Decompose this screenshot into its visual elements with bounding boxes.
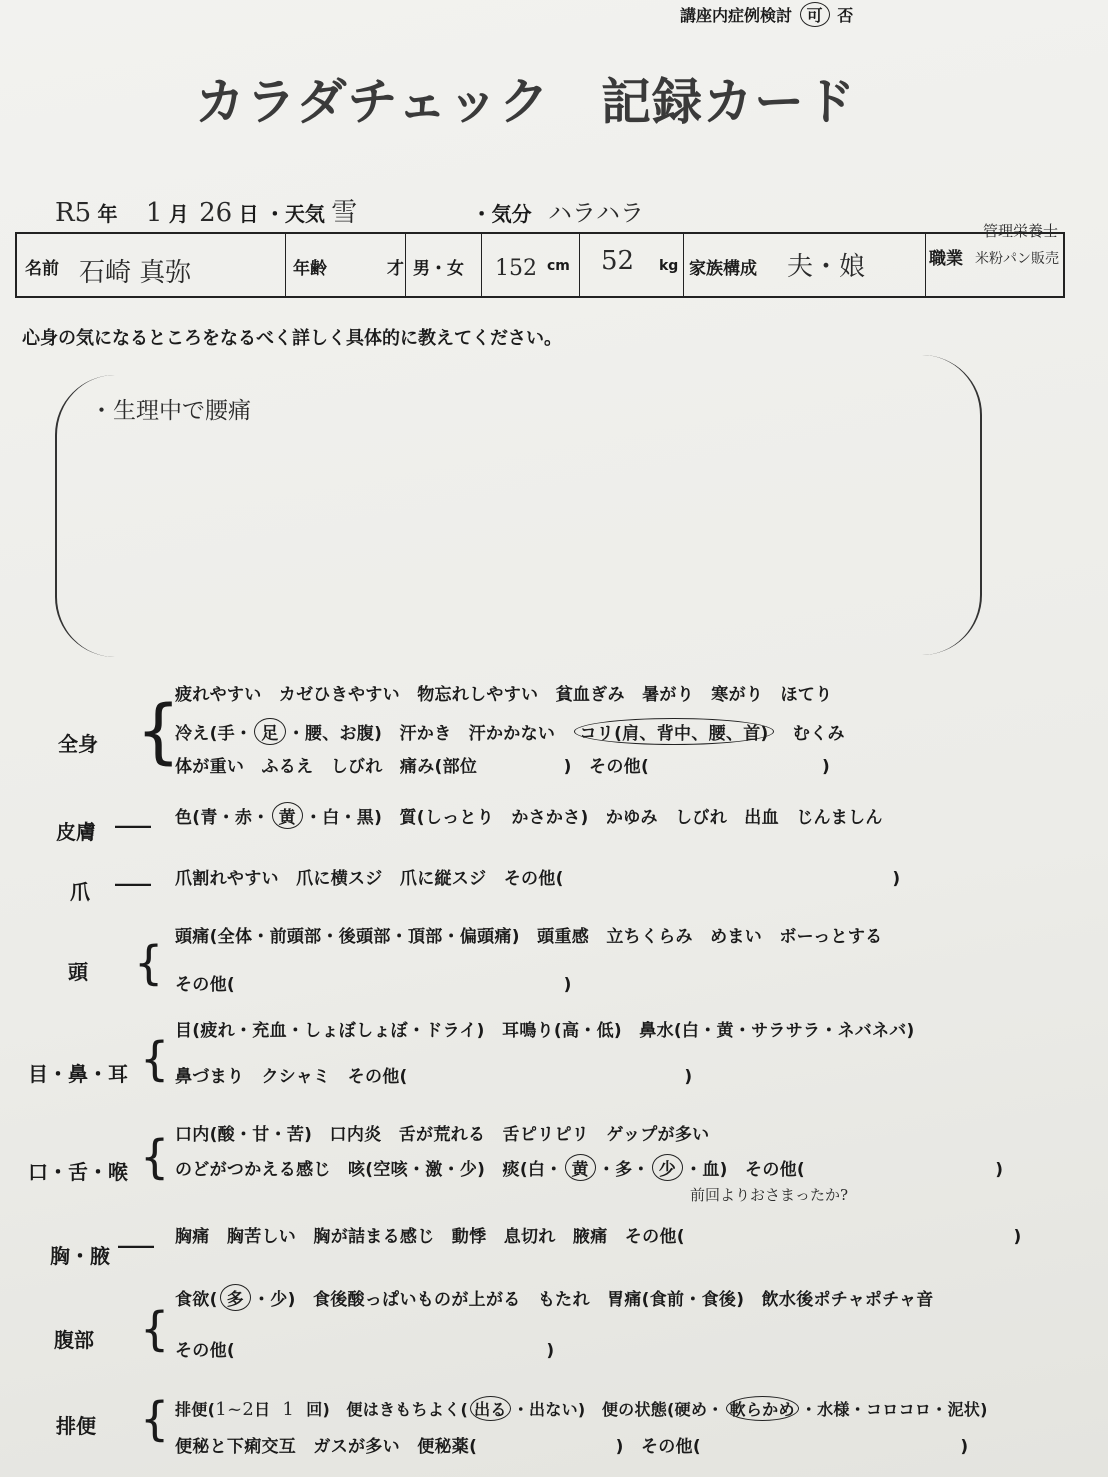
circled-option[interactable]: 黄 [565, 1154, 596, 1181]
hifu-l1b: ・白・黒) 質(しっとり かさかさ) かゆみ しびれ 出血 じんましん [304, 808, 883, 828]
zenshin-l2c: むくみ [775, 724, 845, 744]
consent-no[interactable]: 否 [837, 6, 854, 25]
zenshin-l2a: 冷え(手・ [175, 724, 253, 744]
section-label-haiben: 排便 [56, 1414, 96, 1438]
hifu-line1[interactable] [175, 802, 883, 829]
zenshin-line3[interactable]: 体が重い ふるえ しびれ 痛み(部位 ) その他( ) [175, 757, 831, 777]
section-label-zenshin: 全身 [58, 732, 98, 756]
haiben-l1b: 日 [254, 1400, 271, 1419]
circled-option[interactable]: 軟らかめ [726, 1396, 799, 1421]
fukubu-l1a: 食欲( [175, 1290, 218, 1310]
date-weather-line [55, 192, 644, 229]
section-brace: { [134, 936, 164, 990]
sex-cell[interactable] [405, 234, 482, 296]
mehanamimi-line1[interactable]: 目(疲れ・充血・しょぼしょぼ・ドライ) 耳鳴り(高・低) 鼻水(白・黄・サラサラ・ネバネバ) [175, 1021, 915, 1041]
haiben-line1[interactable] [175, 1396, 988, 1421]
circled-option[interactable]: 出る [470, 1396, 511, 1421]
section-label-mehanamimi: 目・鼻・耳 [28, 1062, 128, 1086]
zenshin-line1[interactable]: 疲れやすい カゼひきやすい 物忘れしやすい 貧血ぎみ 暑がり 寒がり ほてり [175, 685, 833, 705]
family-cell[interactable] [683, 234, 926, 296]
section-dash: ―― [118, 1236, 154, 1257]
fukubu-line2[interactable]: その他( ) [175, 1341, 555, 1361]
fukubu-l1b: ・少) 食後酸っぱいものが上がる もたれ 胃痛(食前・食後) 飲水後ポチャポチャ音 [252, 1290, 934, 1310]
section-label-tsume: 爪 [70, 880, 90, 904]
circled-option[interactable]: コリ(肩、背中、腰、首) [574, 718, 773, 745]
section-brace: { [140, 1302, 170, 1356]
case-study-label: 講座内症例検討 [680, 6, 793, 25]
atama-line2[interactable]: その他( ) [175, 975, 572, 995]
month-label: 月 [168, 202, 189, 226]
hifu-l1a: 色(青・赤・ [175, 808, 270, 828]
name-label: 名前 [25, 259, 59, 279]
day-label: 日 [238, 202, 259, 226]
circled-option[interactable]: 黄 [272, 802, 303, 829]
haiben-l1e: ・水様・コロコロ・泥状) [800, 1400, 988, 1419]
family-label: 家族構成 [689, 259, 757, 279]
case-study-consent [680, 2, 853, 27]
haiben-line2[interactable]: 便秘と下痢交互 ガスが多い 便秘薬( ) その他( ) [175, 1437, 969, 1457]
job-cell[interactable] [925, 222, 1063, 296]
kuchi-l2c: ・血) その他( ) [685, 1160, 1004, 1180]
year-label: 年 [97, 202, 118, 226]
tsume-line1[interactable]: 爪割れやすい 爪に横スジ 爪に縦スジ その他( ) [175, 869, 901, 889]
mune-line1[interactable]: 胸痛 胸苦しい 胸が詰まる感じ 動悸 息切れ 腋痛 その他( ) [175, 1227, 1022, 1247]
age-unit: 才 [387, 259, 404, 279]
age-label: 年齢 [293, 259, 327, 279]
section-brace: { [140, 1032, 170, 1086]
circled-option[interactable]: 多 [220, 1284, 251, 1311]
weight-value[interactable]: 52 [601, 246, 635, 276]
kuchi-line1[interactable]: 口内(酸・甘・苦) 口内炎 舌が荒れる 舌ピリピリ ゲップが多い [175, 1125, 710, 1145]
page-title: カラダチェック 記録カード [195, 73, 856, 131]
age-cell[interactable] [285, 234, 406, 296]
kuchi-line2[interactable] [175, 1154, 1003, 1181]
weather-value[interactable]: 雪 [331, 198, 358, 228]
mehanamimi-line2[interactable]: 鼻づまり クシャミ その他( ) [175, 1067, 693, 1087]
section-label-fukubu: 腹部 [54, 1328, 94, 1352]
instructions: 心身の気になるところをなるべく詳しく具体的に教えてください。 [22, 328, 562, 349]
era-value[interactable]: R5 [55, 198, 92, 228]
family-value[interactable]: 夫・娘 [787, 252, 866, 282]
section-brace: { [136, 690, 181, 772]
haiben-l1a: 排便( [175, 1400, 216, 1419]
profile-table [15, 222, 1065, 298]
handwritten-value[interactable]: 1 [282, 1399, 295, 1420]
job-label: 職業 [929, 249, 963, 269]
haiben-l1c: 回) 便はきもちよく( [306, 1400, 469, 1419]
weight-cell[interactable] [579, 234, 684, 296]
mood-label: ・気分 [471, 202, 532, 226]
section-brace: { [140, 1130, 170, 1184]
mood-value[interactable]: ハラハラ [548, 199, 645, 227]
note-bracket-right [920, 355, 982, 655]
weather-label: ・天気 [264, 202, 325, 226]
handwritten-annotation[interactable]: 前回よりおさまったか? [690, 1186, 849, 1204]
circled-option[interactable]: 足 [254, 718, 285, 745]
atama-line1[interactable]: 頭痛(全体・前頭部・後頭部・頂部・偏頭痛) 頭重感 立ちくらみ めまい ボーっとする [175, 927, 883, 947]
kuchi-l2a: のどがつかえる感じ 咳(空咳・激・少) 痰(白・ [175, 1160, 563, 1180]
height-unit: cm [547, 258, 570, 274]
day-value[interactable]: 26 [199, 198, 233, 228]
name-value[interactable]: 石崎 真弥 [79, 258, 192, 288]
zenshin-l2b: ・腰、お腹) 汗かき 汗かかない [287, 724, 573, 744]
section-label-atama: 頭 [68, 960, 88, 984]
haiben-l1d: ・出ない) 便の状態(硬め・ [512, 1400, 724, 1419]
height-cell[interactable] [481, 234, 580, 296]
month-value[interactable]: 1 [145, 198, 163, 228]
section-dash: ―― [115, 874, 151, 895]
kuchi-l2b: ・多・ [597, 1160, 650, 1180]
fukubu-line1[interactable] [175, 1284, 934, 1311]
job-value-line1[interactable]: 管理栄養士 [983, 222, 1059, 240]
free-note[interactable]: ・生理中で腰痛 [90, 398, 251, 424]
section-label-mune: 胸・腋 [50, 1244, 110, 1268]
height-value[interactable]: 152 [495, 256, 537, 281]
section-label-hifu: 皮膚 [56, 820, 96, 844]
section-dash: ―― [115, 816, 151, 837]
section-label-kuchi: 口・舌・喉 [28, 1160, 128, 1184]
section-brace: { [140, 1392, 170, 1446]
name-cell[interactable] [17, 234, 286, 296]
job-value-line2[interactable]: 米粉パン販売 [975, 251, 1059, 267]
weight-unit: kg [659, 258, 679, 274]
consent-yes-circled[interactable]: 可 [800, 2, 830, 27]
zenshin-line2[interactable] [175, 718, 845, 745]
circled-option[interactable]: 少 [652, 1154, 683, 1181]
sex-label: 男・女 [413, 259, 464, 279]
handwritten-value[interactable]: 1~2 [215, 1399, 255, 1420]
